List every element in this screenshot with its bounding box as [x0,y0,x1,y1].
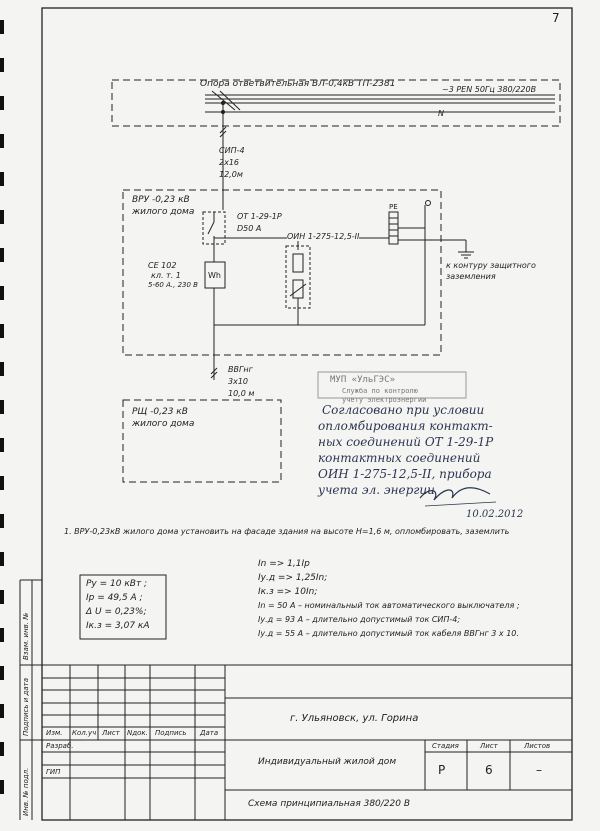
rsh-title: РЩ -0,23 кВ [132,407,188,417]
tb-stage-label: Стадия [432,742,459,750]
side-label-replaced: Взам. инв. № [22,612,30,660]
ground-label-2: заземления [446,272,496,281]
tb-role-developer: Разраб. [46,742,74,750]
tb-stage: Р [438,763,446,777]
calc-line-1: In => 1,1Iр [258,559,310,569]
tb-document: Схема принципиальная 380/220 В [248,799,411,809]
calc-line-4: In = 50 А – номинальный ток автоматического выключателя ; [258,601,520,610]
side-label-signature: Подпись и дата [22,678,30,736]
breaker-model: ОТ 1-29-1Р [237,212,282,221]
approval-line-6: учета эл. энергии [318,483,435,497]
approval-date: 10.02.2012 [466,509,524,520]
param-current: Iр = 49,5 А ; [86,593,143,603]
tb-sheets: – [536,763,542,777]
param-short-circuit: Iк.з = 3,07 кА [86,621,150,631]
approval-line-3: ных соединений ОТ 1-29-1Р [318,435,494,449]
tb-header-count: Кол.уч [72,729,97,737]
rsh-subtitle: жилого дома [132,419,195,429]
cable-sip-length: 12,0м [219,170,243,179]
tb-header-date: Дата [200,729,219,737]
tb-header-doc: Nдок. [127,729,148,737]
spd-model: ОИН 1-275-12,5-II [287,232,360,241]
line-neutral-label: N [438,109,444,118]
meter-class: кл. т. 1 [151,271,181,280]
param-power: Ру = 10 кВт ; [86,579,148,589]
calc-line-2: Iу.д => 1,25In; [258,573,328,583]
page-number: 7 [552,11,560,25]
tb-object: Индивидуальный жилой дом [258,757,397,767]
cable-sip-type: СИП-4 [219,146,245,155]
tb-header-change: Изм. [46,729,63,737]
tb-role-chief: ГИП [46,768,61,776]
vru-title: ВРУ -0,23 кВ [132,195,190,205]
meter-model: CE 102 [148,261,177,270]
cable-vvg-length: 10,0 м [228,389,255,398]
cable-sip-section: 2х16 [219,158,240,167]
tb-sheets-label: Листов [524,742,551,750]
side-label-inventory: Инв. № подл. [22,767,30,816]
calc-line-6: Iу.д = 55 А – длительно допустимый ток кабеля ВВГнг 3 х 10. [258,629,519,638]
breaker-rating: D50 А [237,224,262,233]
tb-header-sheet: Лист [102,729,120,737]
tb-sheet-label: Лист [480,742,498,750]
cable-vvg-type: ВВГнг [228,365,253,374]
meter-range: 5-60 А., 230 В [148,281,198,289]
tb-sheet: 6 [485,763,493,777]
line-phase-label: ~3 PEN 50Гц 380/220В [442,85,537,94]
vru-subtitle: жилого дома [132,207,195,217]
line-title: Опора ответвительная ВЛ-0,4кВ ТП-2381 [200,79,396,89]
ground-label-1: к контуру защитного [446,261,536,270]
approval-line-1: Согласовано при условии [322,403,485,417]
meter-symbol: Wh [208,271,221,280]
approval-line-2: опломбирования контакт- [318,419,493,433]
title-address: г. Ульяновск, ул. Горина [290,713,419,724]
calc-line-3: Iк.з => 10In; [258,587,318,597]
approval-line-4: контактных соединений [318,451,481,465]
stamp-dept-2: учету электроэнергии [342,396,427,404]
pe-bus-label: PE [389,203,398,211]
approval-line-5: ОИН 1-275-12,5-II, прибора [318,467,492,481]
installation-note: 1. ВРУ-0,23кВ жилого дома установить на фасаде здания на высоте Н=1,6 м, опломбировать, заземлить [64,527,510,536]
tb-header-signature: Подпись [155,729,187,737]
cable-vvg-section: 3х10 [228,377,249,386]
stamp-org: МУП «УльГЭС» [330,375,396,385]
stamp-dept-1: Служба по контролю [342,387,418,395]
calc-line-5: Iу.д = 93 А – длительно допустимый ток СИП-4; [258,615,461,624]
param-voltage-drop: Δ U = 0,23%; [86,607,147,617]
